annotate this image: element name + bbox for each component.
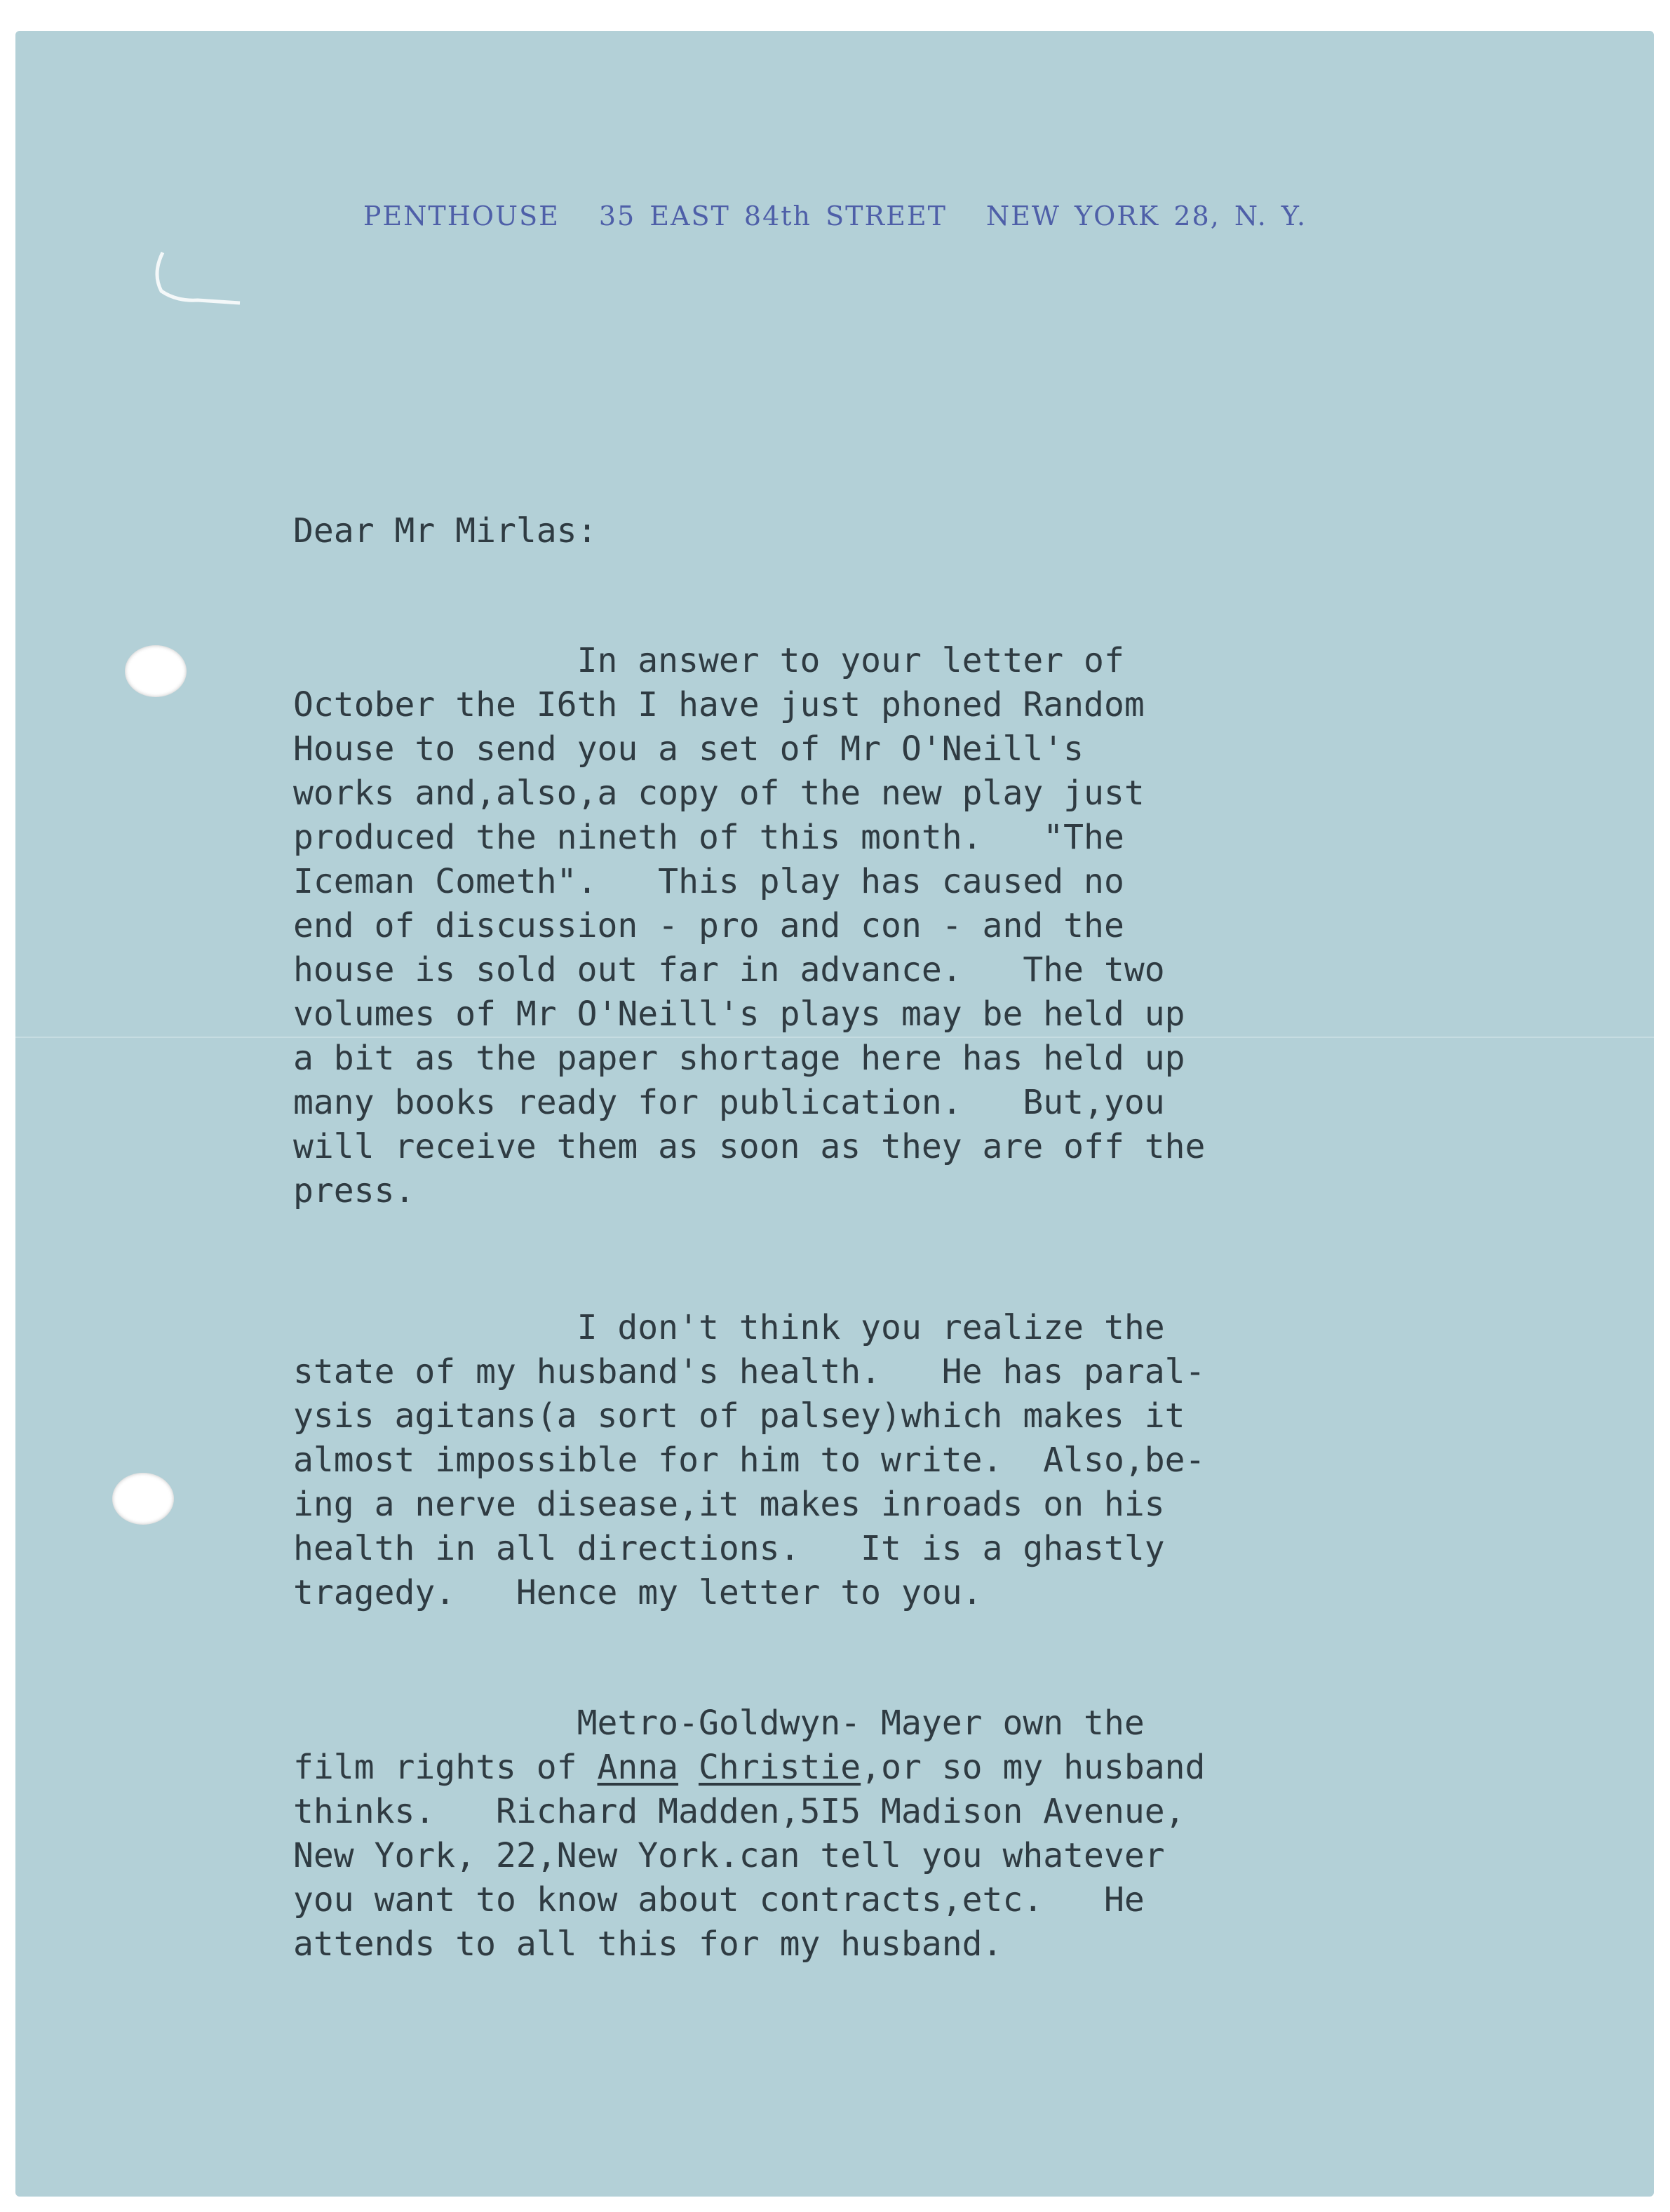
text-line: ing a nerve disease,it makes inroads on his — [293, 1485, 1165, 1524]
text-line: tragedy. Hence my letter to you. — [293, 1573, 983, 1612]
text-line: press. — [293, 1171, 415, 1210]
text-line: you want to know about contracts,etc. He — [293, 1880, 1145, 1920]
text-line: ysis agitans(a sort of palsey)which makes it — [293, 1396, 1185, 1436]
salutation: Dear Mr Mirlas: — [293, 511, 598, 551]
text-line: October the I6th I have just phoned Random — [293, 685, 1145, 724]
text-line: health in all directions. It is a ghastly — [293, 1529, 1165, 1568]
text-line: New York, 22,New York.can tell you whatever — [293, 1836, 1165, 1875]
text-line: Metro-Goldwyn- Mayer own the — [293, 1704, 1145, 1743]
text-line: In answer to your letter of — [293, 641, 1124, 680]
text-line: almost impossible for him to write. Also,be- — [293, 1441, 1206, 1480]
punch-hole-bottom — [112, 1473, 174, 1525]
play-title-christie: Christie — [698, 1748, 861, 1787]
text-line: many books ready for publication. But,you — [293, 1083, 1165, 1122]
text-line: produced the nineth of this month. "The — [293, 818, 1124, 857]
letterhead — [0, 201, 1670, 231]
text-line: end of discussion - pro and con - and the — [293, 906, 1124, 945]
text-line: a bit as the paper shortage here has held up — [293, 1039, 1185, 1078]
text-line: house is sold out far in advance. The two — [293, 950, 1165, 990]
text-line: Iceman Cometh". This play has caused no — [293, 862, 1124, 901]
paper-tear-mark — [149, 238, 247, 316]
text-line: attends to all this for my husband. — [293, 1924, 1003, 1964]
punch-hole-top — [125, 645, 187, 697]
text-fragment — [678, 1748, 699, 1787]
text-line: works and,also,a copy of the new play just — [293, 774, 1145, 813]
text-line: House to send you a set of Mr O'Neill's — [293, 729, 1084, 769]
play-title-anna: Anna — [597, 1748, 679, 1787]
paragraph-1 — [293, 639, 1612, 1213]
text-line: thinks. Richard Madden,5I5 Madison Avenue, — [293, 1792, 1185, 1831]
text-line — [293, 1746, 1612, 1790]
letterhead-penthouse: PENTHOUSE — [363, 201, 560, 231]
text-line: will receive them as soon as they are off the — [293, 1127, 1206, 1166]
text-fragment: film rights of — [293, 1748, 598, 1787]
letterhead-street: 35 EAST 84th STREET — [598, 201, 947, 231]
paragraph-3 — [293, 1701, 1612, 1967]
text-line: state of my husband's health. He has paral- — [293, 1352, 1206, 1391]
text-line: volumes of Mr O'Neill's plays may be held up — [293, 994, 1185, 1034]
text-line: I don't think you realize the — [293, 1308, 1165, 1347]
text-fragment: ,or so my husband — [861, 1748, 1206, 1787]
paragraph-2 — [293, 1306, 1612, 1615]
letterhead-city: NEW YORK 28, N. Y. — [985, 201, 1307, 231]
